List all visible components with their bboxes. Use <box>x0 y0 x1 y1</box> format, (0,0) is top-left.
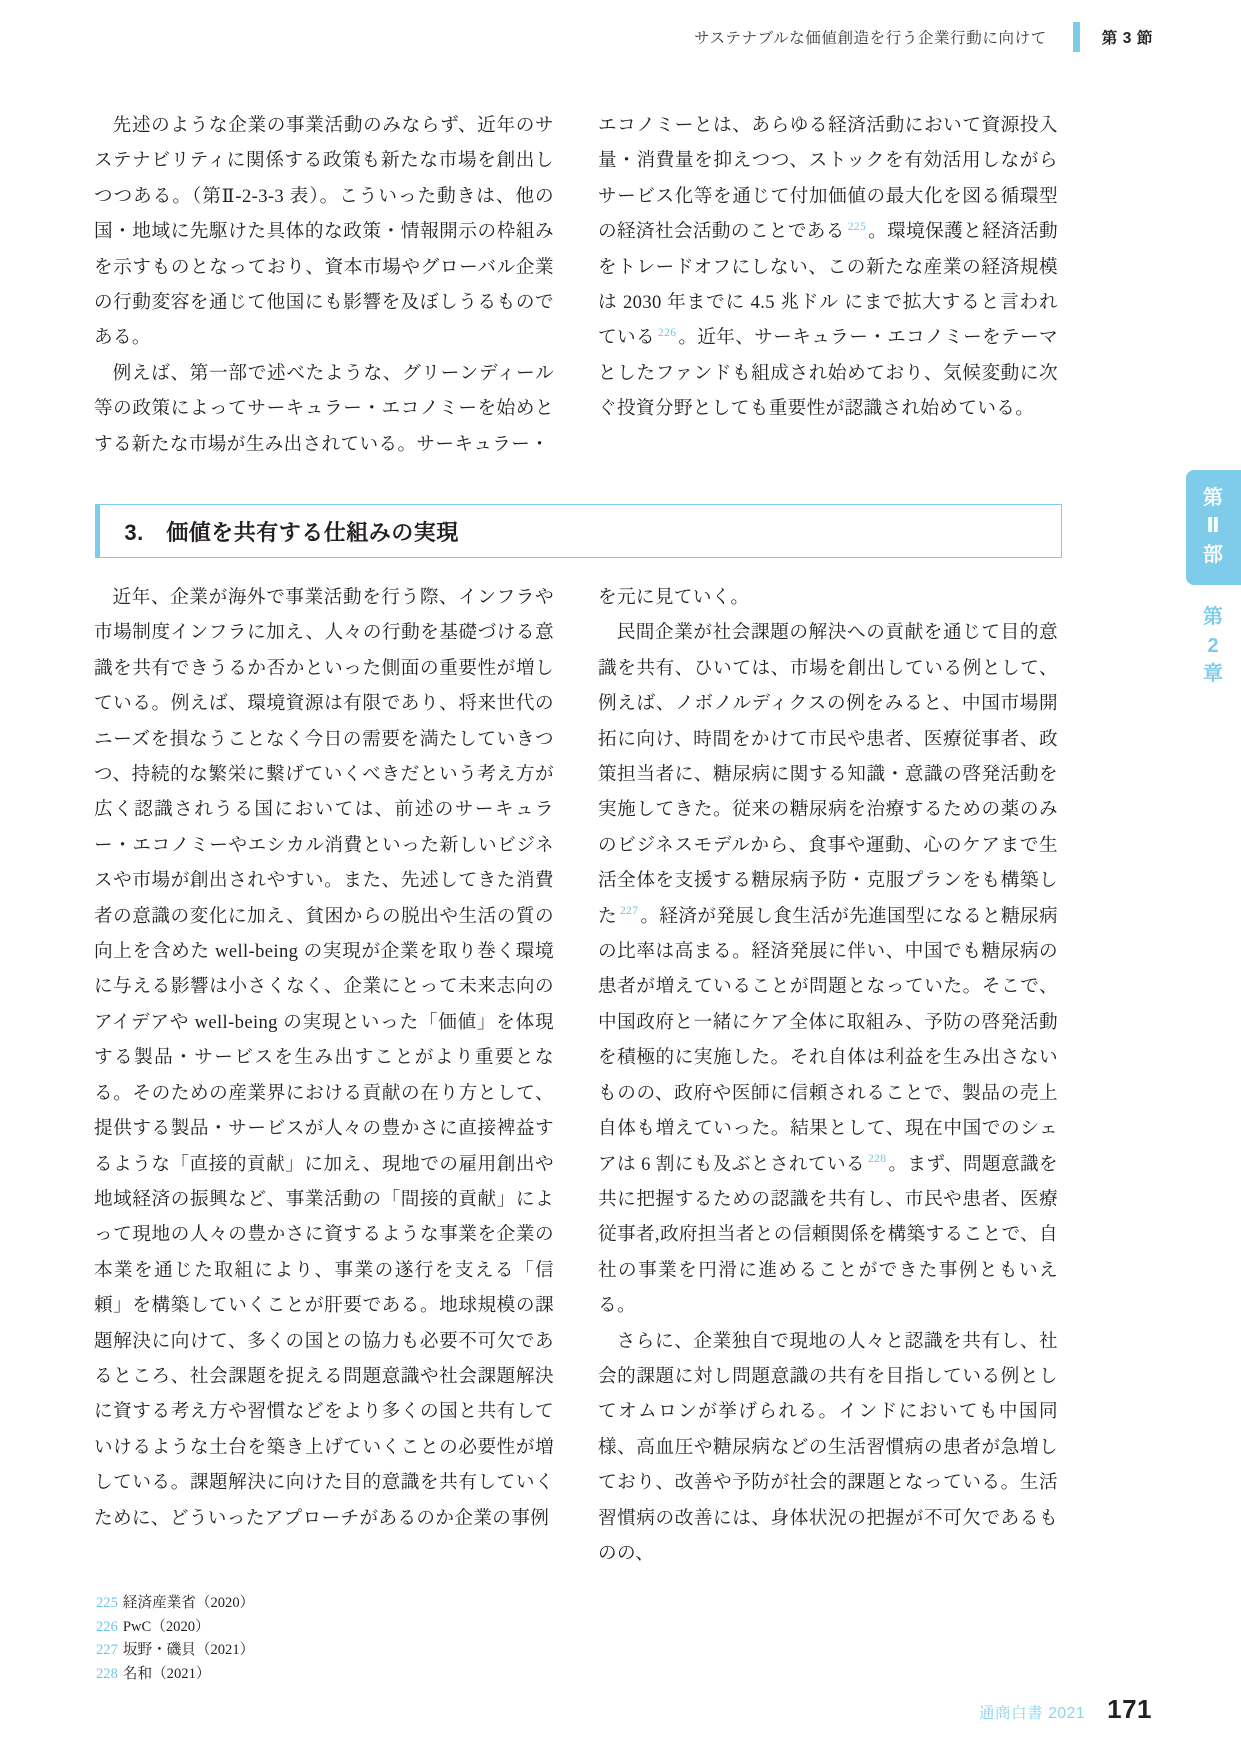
paragraph <box>598 108 1058 427</box>
page-footer <box>0 1694 1152 1725</box>
side-tabs <box>1186 470 1241 688</box>
footnote-number: 225 <box>96 1595 118 1611</box>
running-header-title: サステナブルな価値創造を行う企業行動に向けて <box>694 30 1047 47</box>
side-tab-part-char-3: 部 <box>1203 543 1224 566</box>
section-heading-box <box>96 504 1062 558</box>
paragraph-text: 民間企業が社会課題の解決への貢献を通じて目的意識を共有、ひいては、市場を創出している例として、例えば、ノボノルディクスの例をみると、中国市場開拓に向け、時間をかけて市民や患者、医療従事者、政策担当者に、糖尿病に関する知識・意識の啓発活動を実施してきた。従来の糖尿病を治療するための薬のみのビジネスモデルから、食事や運動、心のケアまで生活全体を支援する糖尿病予防・克服プランをも構築した <box>598 622 1058 927</box>
footnote-ref-225[interactable]: 225 <box>847 221 867 234</box>
footnote-item <box>96 1592 736 1616</box>
top-text-columns <box>94 108 1058 462</box>
paragraph-text: エコノミーとは、あらゆる経済活動において資源投入量・消費量を抑えつつ、ストックを有効活用しながらサービス化等を通じて付加価値の最大化を図る循環型の経済社会活動のことである <box>598 115 1058 243</box>
main-left-column <box>94 580 554 1571</box>
footnote-text: 名和（2021） <box>122 1665 211 1682</box>
paragraph: 先述のような企業の事業活動のみならず、近年のサステナビリティに関係する政策も新たな市場を創出しつつある。（第Ⅱ-2-3-3 表）。こういった動きは、他の国・地域に先駆けた具体的な政策・情報開示の枠組みを示すものとなっており、資本市場やグローバル企業の行動変容を通じて他国にも影響を及ぼしうるものである。 <box>94 115 554 349</box>
footnote-ref-227[interactable]: 227 <box>619 905 639 918</box>
side-tab-part-char-1: 第 <box>1203 487 1224 509</box>
paragraph: さらに、企業独自で現地の人々と認識を共有し、社会的課題に対し問題意識の共有を目指している例としてオムロンが挙げられる。インドにおいても中国同様、高血圧や糖尿病などの生活習慣病の患者が急増しており、改善や予防が社会的課題となっている。生活習慣病の改善には、身体状況の把握が不可欠であるものの、 <box>598 1330 1058 1564</box>
paragraph-text: 。経済が発展し食生活が先進国型になると糖尿病の比率は高まる。経済発展に伴い、中国でも糖尿病の患者が増えていることが問題となっていた。そこで、中国政府と一緒にケア全体に取組み、予防の啓発活動を積極的に実施した。それ自体は利益を生み出さないものの、政府や医師に信頼されることで、製品の売上自体も増えていった。結果として、現在中国でのシェアは 6 割にも及ぶとされている <box>598 905 1058 1175</box>
footnote-text: PwC（2020） <box>122 1618 210 1635</box>
footnote-text: 経済産業省（2020） <box>122 1595 255 1611</box>
side-tab-chapter-char-2: 2 <box>1207 634 1220 657</box>
paragraph: 例えば、第一部で述べたような、グリーンディール等の政策によってサーキュラー・エコノミーを始めとする新たな市場が生み出されている。サーキュラー・ <box>94 362 554 455</box>
footnote-item <box>96 1616 736 1640</box>
top-left-column <box>94 108 554 462</box>
side-tab-chapter[interactable] <box>1186 585 1241 688</box>
footnote-number: 228 <box>96 1665 118 1682</box>
running-header <box>0 22 1153 52</box>
footnote-text: 坂野・磯貝（2021） <box>122 1642 255 1658</box>
footnote-ref-228[interactable]: 228 <box>867 1153 887 1166</box>
paragraph-text: 。環境保護と経済活動をトレードオフにしない、この新たな産業の経済規模は 2030 年までに 4.5 兆ドル にまで拡大すると言われている <box>598 221 1058 349</box>
paragraph: を元に見ていく。 <box>598 587 750 608</box>
footnote-number: 226 <box>96 1618 118 1635</box>
main-right-column <box>598 580 1058 1571</box>
section-accent-bar <box>95 504 100 558</box>
paragraph-text: 。近年、サーキュラー・エコノミーをテーマとしたファンドも組成され始めており、気候変動に次ぐ投資分野としても重要性が認識され始めている。 <box>598 327 1058 420</box>
footnote-number: 227 <box>96 1642 118 1658</box>
footer-publication-title: 通商白書 2021 <box>978 1705 1086 1722</box>
main-text-columns <box>94 580 1058 1571</box>
footnote-item <box>96 1639 736 1663</box>
side-tab-part-char-2: Ⅱ <box>1206 515 1221 538</box>
header-accent-bar <box>1073 22 1080 52</box>
running-header-section: 第 3 節 <box>1101 30 1153 47</box>
footnote-ref-226[interactable]: 226 <box>657 327 677 340</box>
side-tab-chapter-char-3: 章 <box>1203 662 1224 685</box>
paragraph: 近年、企業が海外で事業活動を行う際、インフラや市場制度インフラに加え、人々の行動を基礎づける意識を共有できうるか否かといった側面の重要性が増している。例えば、環境資源は有限であり、将来世代のニーズを損なうことなく今日の需要を満たしていきつつ、持続的な繁栄に繋げていくべきだという考え方が広く認識されうる国においては、前述のサーキュラー・エコノミーやエシカル消費といった新しいビジネスや市場が創出されやすい。また、先述してきた消費者の意識の変化に加え、貧困からの脱出や生活の質の向上を含めた well-being の実現が企業を取り巻く環境に与える影響は小さくなく、企業にとって未来志向のアイデアや well-being の実現といった「価値」を体現する製品・サービスを生み出すことがより重要となる。そのための産業界における貢献の在り方として、提供する製品・サービスが人々の豊かさに直接裨益するような「直接的貢献」に加え、現地での雇用創出や地域経済の振興など、事業活動の「間接的貢献」によって現地の人々の豊かさに資するような事業を企業の本業を通じた取組により、事業の遂行を支える「信頼」を構築していくことが肝要である。地球規模の課題解決に向けて、多くの国との協力も必要不可欠であるところ、社会課題を捉える問題意識や社会課題解決に資する考え方や習慣などをより多くの国と共有していけるような土台を築き上げていくことの必要性が増している。課題解決に向けた目的意識を共有していくために、どういったアプローチがあるのか企業の事例 <box>94 587 554 1529</box>
side-tab-chapter-char-1: 第 <box>1203 606 1224 629</box>
section-heading-title: 3. 価値を共有する仕組みの実現 <box>124 519 459 545</box>
page-number: 171 <box>1107 1694 1152 1724</box>
top-right-column <box>598 108 1058 462</box>
paragraph-text: 。まず、問題意識を共に把握するための認識を共有し、市民や患者、医療従事者,政府担当者との信頼関係を構築することで、自社の事業を円滑に進めることができた事例ともいえる。 <box>598 1153 1058 1317</box>
side-tab-part[interactable] <box>1186 470 1241 585</box>
footnote-item <box>96 1663 736 1687</box>
footnote-list <box>96 1592 736 1686</box>
paragraph <box>598 615 1058 1323</box>
